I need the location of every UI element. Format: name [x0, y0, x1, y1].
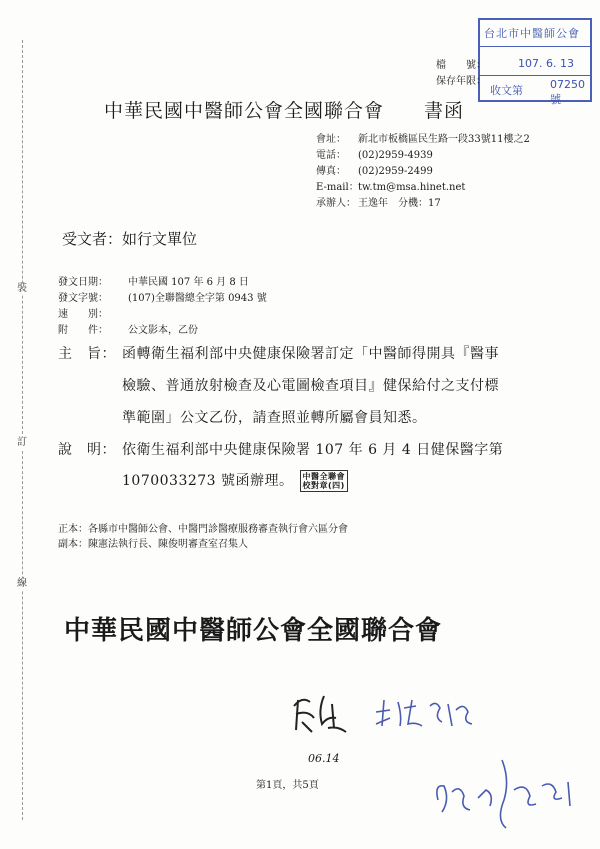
phone-value: (02)2959-4939 — [358, 150, 433, 161]
phone-label: 電話： — [316, 150, 346, 161]
signature-1 — [288, 688, 352, 740]
handler-row — [316, 198, 441, 210]
address-value: 新北市板橋區民生路一段33號11樓之2 — [358, 134, 530, 145]
issuer-seal: 中華民國中醫師公會全國聯合會 — [64, 616, 443, 646]
retention-label: 保存年限： — [436, 76, 486, 87]
explanation-line-2-text: 1070033273 號函辦理。 — [122, 473, 294, 489]
issue-date-row — [58, 273, 249, 288]
explanation-label: 說 明： — [58, 442, 116, 458]
speed-row — [58, 305, 128, 320]
recipient-value: 如行文單位 — [122, 230, 198, 248]
recipient-label: 受文者： — [62, 230, 123, 248]
signature-3 — [430, 740, 580, 835]
fax-value: (02)2959-2499 — [358, 166, 433, 177]
recipient — [62, 228, 197, 249]
binding-char-ding: 訂 — [17, 437, 27, 448]
email-row — [316, 182, 465, 194]
signature-2 — [372, 692, 482, 732]
explanation-line-2 — [122, 468, 348, 494]
handler-value: 王逸年 分機：17 — [358, 198, 441, 209]
subject-line-3: 準範圍」公文乙份，請查照並轉所屬會員知悉。 — [122, 410, 427, 426]
stamp-date: 107. 6. 13 — [518, 57, 574, 70]
binding-line — [22, 40, 23, 820]
proofread-seal — [300, 470, 349, 492]
stamp-received-label: 收文第 — [490, 84, 523, 97]
receipt-stamp — [478, 18, 592, 106]
page-number: 第1頁，共5頁 — [256, 780, 319, 791]
reference-label: 發文字號： — [58, 293, 108, 304]
subject-line-2: 檢驗、普通放射檢查及心電圖檢查項目』健保給付之支付標 — [122, 378, 499, 394]
seal-line-1: 中醫全聯會 — [302, 472, 346, 481]
speed-label: 速 別： — [58, 309, 108, 320]
signature-date: 06.14 — [308, 752, 340, 765]
address-row — [316, 134, 530, 146]
email-label: E-mail： — [316, 182, 359, 193]
reference-value: (107)全聯醫總全字第 0943 號 — [128, 293, 267, 304]
stamp-org: 台北市中醫師公會 — [484, 27, 580, 40]
binding-char-xian: 線 — [17, 578, 27, 589]
reference-row — [58, 289, 267, 304]
binding-char-zhuang: 裝 — [17, 283, 27, 294]
attachment-value: 公文影本，乙份 — [128, 325, 198, 336]
page-title: 中華民國中醫師公會全國聯合會 書函 — [104, 100, 465, 122]
fax-label: 傳真： — [316, 166, 346, 177]
file-number-label: 檔 號： — [436, 60, 486, 71]
cc-copy: 副本：陳憲法執行長、陳俊明審查室召集人 — [58, 539, 248, 550]
cc-main: 正本：各縣市中醫師公會、中醫門診醫療服務審查執行會六區分會 — [58, 524, 348, 535]
phone-row — [316, 150, 433, 162]
fax-row — [316, 166, 433, 178]
issue-date-label: 發文日期： — [58, 277, 108, 288]
handler-label: 承辦人： — [316, 198, 356, 209]
stamp-received-number: 07250號 — [550, 78, 585, 106]
address-label: 會址： — [316, 134, 346, 145]
issue-date-value: 中華民國 107 年 6 月 8 日 — [128, 277, 249, 288]
explanation-line-1: 依衛生福利部中央健康保險署 107 年 6 月 4 日健保醫字第 — [122, 442, 504, 458]
subject-line-1: 函轉衛生福利部中央健康保險署訂定「中醫師得開具『醫事 — [122, 346, 499, 362]
email-value: tw.tm@msa.hinet.net — [358, 182, 466, 193]
seal-line-2: 校對章(四) — [302, 481, 345, 490]
attachment-label: 附 件： — [58, 325, 108, 336]
subject-label: 主 旨： — [58, 346, 116, 362]
attachment-row — [58, 321, 198, 336]
